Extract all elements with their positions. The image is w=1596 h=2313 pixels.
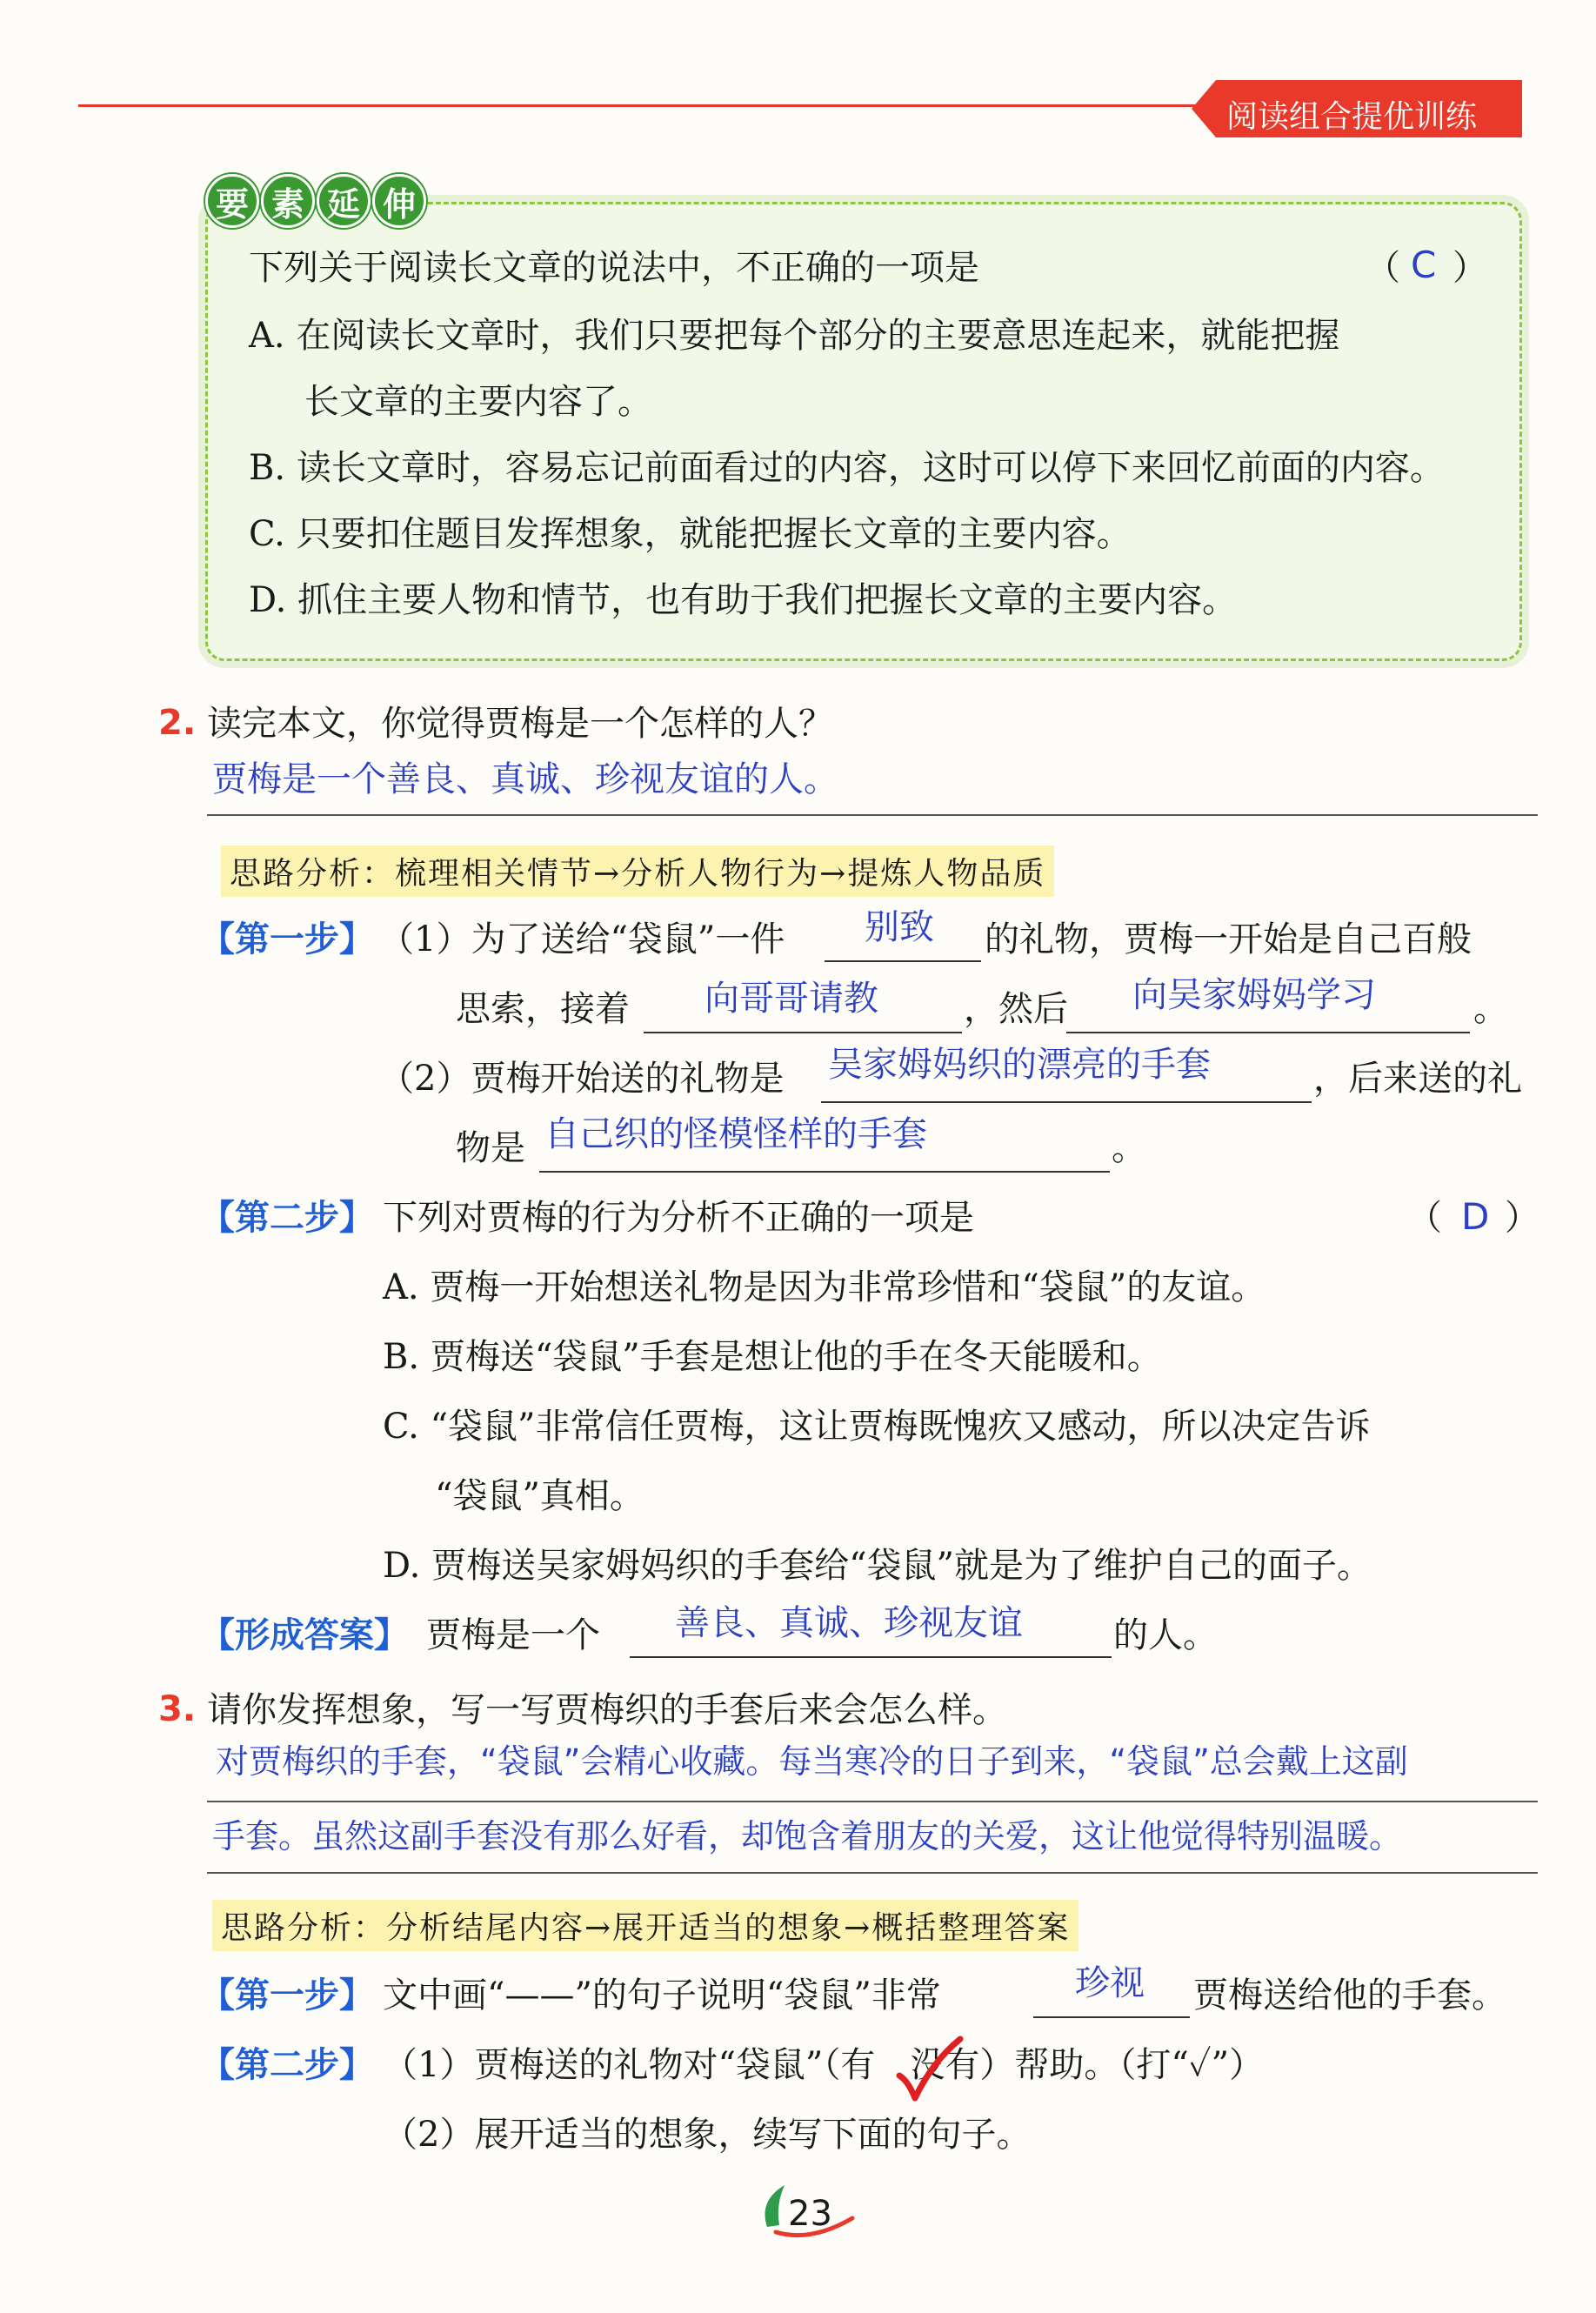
q2-step1-line3b: ，后来送的礼	[1313, 1059, 1522, 1099]
extension-answer-close: ）	[1452, 248, 1487, 288]
q2-step1-line2c: 。	[1473, 989, 1508, 1029]
badge-char: 要	[205, 174, 259, 228]
q2-step1-line4a: 物是	[456, 1128, 525, 1168]
header-tag: 阅读组合提优训练	[1226, 99, 1478, 135]
q3-step1-text-a: 文中画“——”的句子说明“袋鼠”非常	[383, 1975, 941, 2016]
fill-blank[interactable]	[630, 1656, 1112, 1658]
q2-step1-line2a: 思索，接着	[456, 989, 630, 1029]
fill-blank[interactable]	[1066, 1032, 1470, 1033]
extension-badge	[205, 174, 426, 228]
fill-blank[interactable]	[825, 960, 981, 962]
fill-answer: 吴家姆妈织的漂亮的手套	[828, 1045, 1211, 1085]
fill-answer: 别致	[865, 907, 934, 947]
step-label: 【第一步】	[200, 1975, 374, 2016]
extension-option-a: A. 在阅读长文章时，我们只要把每个部分的主要意思连起来，就能把握	[249, 316, 1340, 356]
q3-step2-line2: （2）展开适当的想象，续写下面的句子。	[383, 2115, 1032, 2155]
q3-question: 请你发挥想象，写一写贾梅织的手套后来会怎么样。	[207, 1690, 1007, 1730]
step-label: 【第一步】	[200, 919, 374, 959]
q2-form-answer-b: 的人。	[1113, 1615, 1218, 1655]
extension-option-a-cont: 长文章的主要内容了。	[304, 382, 652, 422]
q2-step2-answer-close: ）	[1505, 1198, 1539, 1238]
q2-step2-option-a: A. 贾梅一开始想送礼物是因为非常珍惜和“袋鼠”的友谊。	[383, 1267, 1266, 1307]
extension-option-c: C. 只要扣住题目发挥想象，就能把握长文章的主要内容。	[249, 514, 1132, 554]
answer-rule	[207, 814, 1538, 816]
extension-question: 下列关于阅读长文章的说法中，不正确的一项是	[249, 248, 979, 288]
q2-step1-line2b: ，然后	[964, 989, 1068, 1029]
q2-step1-line4b: 。	[1112, 1128, 1146, 1168]
answer-rule	[207, 1801, 1538, 1802]
q3-answer-line1: 对贾梅织的手套，“袋鼠”会精心收藏。每当寒冷的日子到来，“袋鼠”总会戴上这副	[216, 1742, 1408, 1781]
fill-blank[interactable]	[644, 1032, 962, 1033]
page-number: 23	[788, 2194, 832, 2234]
q2-question: 读完本文，你觉得贾梅是一个怎样的人？	[207, 704, 833, 744]
q2-step1-line1a: （1）为了送给“袋鼠”一件	[379, 919, 785, 959]
step-label: 【形成答案】	[200, 1615, 409, 1655]
q2-step2-answer-open: （	[1407, 1198, 1442, 1238]
fill-blank[interactable]	[1033, 2016, 1190, 2018]
badge-char: 伸	[372, 174, 426, 228]
fill-answer: 向哥哥请教	[705, 979, 878, 1019]
q2-step2-option-c: C. “袋鼠”非常信任贾梅，这让贾梅既愧疚又感动，所以决定告诉	[383, 1407, 1371, 1447]
q2-analysis: 思路分析：梳理相关情节→分析人物行为→提炼人物品质	[221, 846, 1054, 897]
q2-step2-answer: D	[1461, 1195, 1490, 1238]
step-label: 【第二步】	[200, 1198, 374, 1238]
q2-step2-question: 下列对贾梅的行为分析不正确的一项是	[383, 1198, 974, 1238]
fill-answer: 善良、真诚、珍视友谊	[675, 1603, 1023, 1643]
extension-option-b: B. 读长文章时，容易忘记前面看过的内容，这时可以停下来回忆前面的内容。	[249, 448, 1445, 488]
answer-rule	[207, 1872, 1538, 1874]
extension-answer-open: （	[1366, 248, 1400, 288]
q2-step2-option-b: B. 贾梅送“袋鼠”手套是想让他的手在冬天能暖和。	[383, 1337, 1162, 1377]
extension-option-d: D. 抓住主要人物和情节，也有助于我们把握长文章的主要内容。	[249, 580, 1238, 620]
q3-answer-line2: 手套。虽然这副手套没有那么好看，却饱含着朋友的关爱，这让他觉得特别温暖。	[212, 1817, 1403, 1855]
badge-char: 延	[317, 174, 371, 228]
q2-step2-option-d: D. 贾梅送吴家姆妈织的手套给“袋鼠”就是为了维护自己的面子。	[383, 1546, 1372, 1586]
q2-answer: 贾梅是一个善良、真诚、珍视友谊的人。	[212, 759, 838, 799]
extension-answer: C	[1411, 244, 1437, 286]
question-number: 3.	[158, 1689, 197, 1729]
red-check-mark-icon	[894, 2036, 964, 2105]
q2-form-answer-a: 贾梅是一个	[426, 1615, 600, 1655]
q3-step1-text-b: 贾梅送给他的手套。	[1193, 1975, 1506, 2016]
fill-blank[interactable]	[539, 1171, 1110, 1173]
step-label: 【第二步】	[200, 2045, 374, 2085]
q3-analysis: 思路分析：分析结尾内容→展开适当的想象→概括整理答案	[212, 1900, 1078, 1951]
fill-answer: 向吴家姆妈学习	[1132, 975, 1376, 1015]
q2-step1-line1b: 的礼物，贾梅一开始是自己百般	[985, 919, 1472, 959]
question-number: 2.	[158, 703, 197, 743]
q2-step1-line3a: （2）贾梅开始送的礼物是	[379, 1059, 785, 1099]
q3-step2-line1: （1）贾梅送的礼物对“袋鼠”（有 没有）帮助。（打“✓”）	[383, 2045, 1265, 2085]
fill-answer: 自己织的怪模怪样的手套	[544, 1114, 927, 1154]
header-rule	[78, 104, 1200, 107]
q2-step2-option-c-cont: “袋鼠”真相。	[435, 1476, 644, 1516]
fill-answer: 珍视	[1075, 1963, 1145, 2003]
badge-char: 素	[261, 174, 315, 228]
fill-blank[interactable]	[821, 1101, 1312, 1103]
